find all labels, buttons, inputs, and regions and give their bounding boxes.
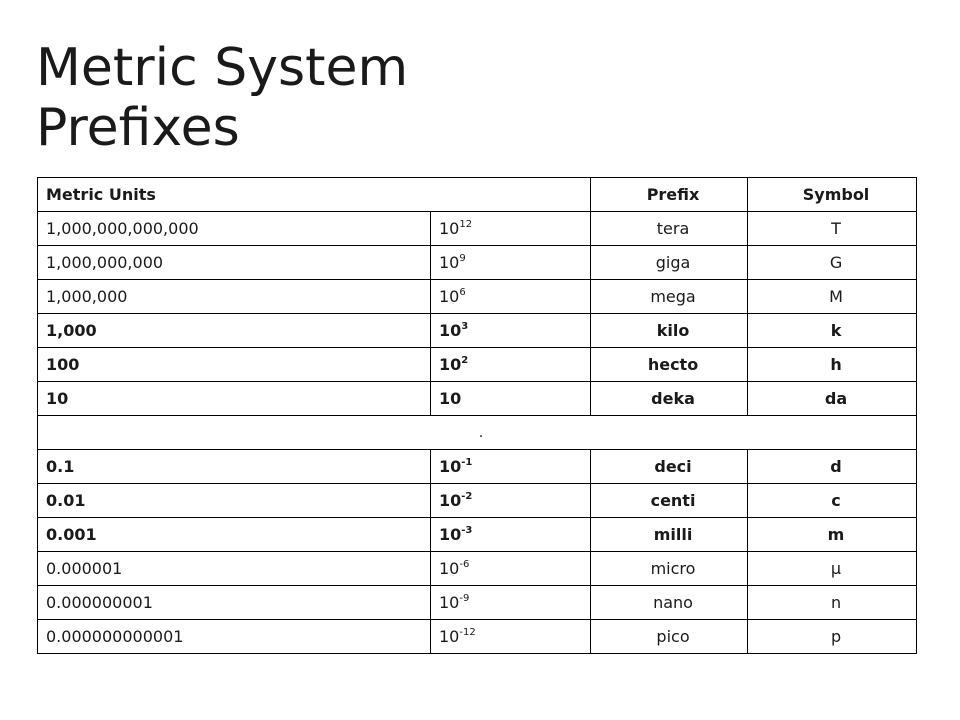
table-row <box>38 450 917 484</box>
cell-value: 1,000 <box>38 314 431 348</box>
cell-symbol: h <box>748 348 917 382</box>
power-base: 10 <box>439 491 462 510</box>
table-row <box>38 586 917 620</box>
cell-prefix: micro <box>591 552 748 586</box>
cell-value: 0.000000000001 <box>38 620 431 654</box>
cell-symbol: M <box>748 280 917 314</box>
cell-prefix: deka <box>591 382 748 416</box>
power-base: 10 <box>439 287 460 306</box>
metric-prefix-table <box>37 177 917 654</box>
power-exponent: 6 <box>459 287 466 298</box>
cell-value: 1,000,000 <box>38 280 431 314</box>
cell-prefix: nano <box>591 586 748 620</box>
power-base: 10 <box>439 389 462 408</box>
cell-symbol: d <box>748 450 917 484</box>
title-line-2: Prefixes <box>36 98 240 158</box>
cell-symbol: n <box>748 586 917 620</box>
cell-power <box>431 348 591 382</box>
cell-prefix: mega <box>591 280 748 314</box>
cell-power <box>431 450 591 484</box>
cell-power <box>431 552 591 586</box>
cell-symbol: T <box>748 212 917 246</box>
power-exponent: -12 <box>459 627 476 638</box>
cell-symbol: m <box>748 518 917 552</box>
cell-value: 100 <box>38 348 431 382</box>
cell-symbol: c <box>748 484 917 518</box>
cell-prefix: milli <box>591 518 748 552</box>
power-exponent: -1 <box>461 457 473 468</box>
power-base: 10 <box>439 593 460 612</box>
power-base: 10 <box>439 525 462 544</box>
power-exponent: 3 <box>461 321 469 332</box>
separator-dot: . <box>38 416 917 450</box>
cell-prefix: kilo <box>591 314 748 348</box>
cell-power <box>431 382 591 416</box>
cell-power <box>431 246 591 280</box>
cell-value: 1,000,000,000 <box>38 246 431 280</box>
power-base: 10 <box>439 559 460 578</box>
table-row <box>38 314 917 348</box>
cell-prefix: tera <box>591 212 748 246</box>
power-exponent: 2 <box>461 355 469 366</box>
cell-symbol: da <box>748 382 917 416</box>
power-base: 10 <box>439 219 460 238</box>
header-prefix: Prefix <box>591 178 748 212</box>
cell-value: 0.1 <box>38 450 431 484</box>
table-row <box>38 518 917 552</box>
separator-row <box>38 416 917 450</box>
table-row <box>38 484 917 518</box>
power-base: 10 <box>439 321 462 340</box>
cell-value: 1,000,000,000,000 <box>38 212 431 246</box>
cell-prefix: deci <box>591 450 748 484</box>
table-row <box>38 552 917 586</box>
cell-power <box>431 620 591 654</box>
cell-value: 0.000001 <box>38 552 431 586</box>
table-row <box>38 620 917 654</box>
power-base: 10 <box>439 457 462 476</box>
cell-value: 0.01 <box>38 484 431 518</box>
power-base: 10 <box>439 355 462 374</box>
cell-power <box>431 586 591 620</box>
cell-power <box>431 212 591 246</box>
table-row <box>38 280 917 314</box>
cell-symbol: k <box>748 314 917 348</box>
table-row <box>38 382 917 416</box>
table-row <box>38 348 917 382</box>
table-row <box>38 246 917 280</box>
power-exponent: -3 <box>461 525 473 536</box>
cell-prefix: giga <box>591 246 748 280</box>
header-symbol: Symbol <box>748 178 917 212</box>
table-row <box>38 212 917 246</box>
power-exponent: 9 <box>459 253 466 264</box>
power-exponent: 12 <box>459 219 473 230</box>
cell-value: 0.001 <box>38 518 431 552</box>
cell-prefix: centi <box>591 484 748 518</box>
power-base: 10 <box>439 253 460 272</box>
cell-power <box>431 484 591 518</box>
power-exponent: -9 <box>459 593 470 604</box>
page-title <box>36 38 408 158</box>
cell-power <box>431 518 591 552</box>
cell-value: 10 <box>38 382 431 416</box>
table-header-row <box>38 178 917 212</box>
title-line-1: Metric System <box>36 38 409 98</box>
cell-prefix: hecto <box>591 348 748 382</box>
power-exponent: -2 <box>461 491 473 502</box>
power-base: 10 <box>439 627 460 646</box>
cell-prefix: pico <box>591 620 748 654</box>
cell-value: 0.000000001 <box>38 586 431 620</box>
cell-power <box>431 280 591 314</box>
cell-symbol: G <box>748 246 917 280</box>
cell-symbol: µ <box>748 552 917 586</box>
power-exponent: -6 <box>459 559 470 570</box>
header-metric-units: Metric Units <box>38 178 591 212</box>
cell-symbol: p <box>748 620 917 654</box>
cell-power <box>431 314 591 348</box>
